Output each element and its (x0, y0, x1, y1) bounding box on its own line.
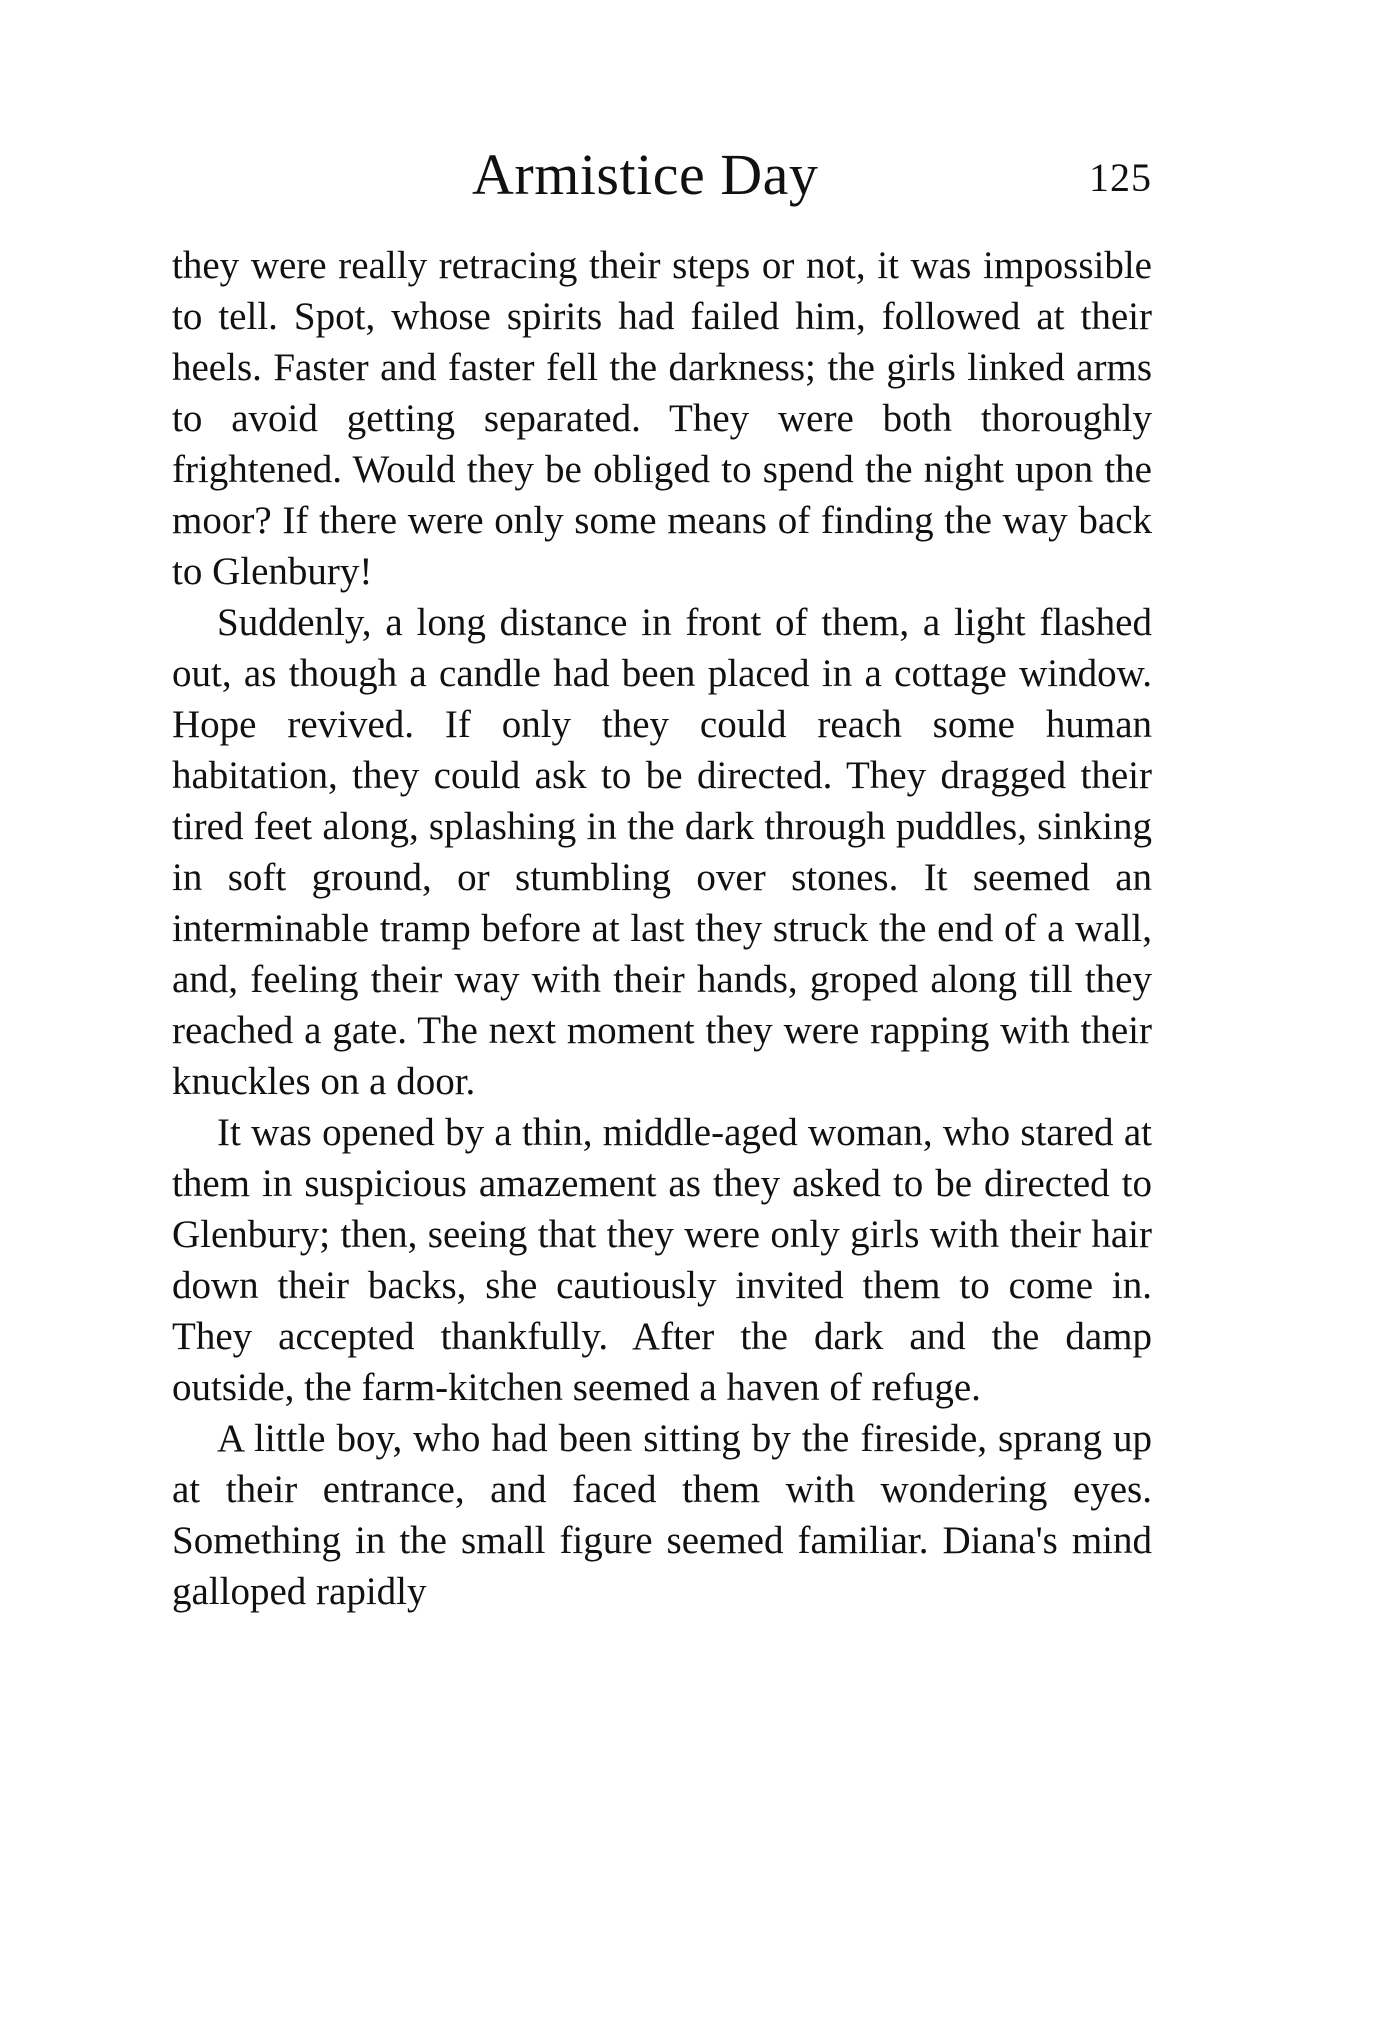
paragraph-little-boy: A little boy, who had been sitting by the fireside, sprang up at their entrance, and faced them with wondering eyes. Something in the small figure seemed familiar. Diana's mind galloped rapidly (172, 1417, 1152, 1613)
running-title: Armistice Day (472, 142, 819, 207)
page-number: 125 (1089, 155, 1152, 200)
paragraph-light-in-window: Suddenly, a long distance in front of them, a light flashed out, as though a candle had been placed in a cottage window. Hope revived. If only they could reach some human habitation, they could ask to be directed. They dragged their tired feet along, splashing in the dark through puddles, sinking in soft ground, or stumbling over stones. It seemed an interminable tramp before at last they struck the end of a wall, and, feeling their way with their hands, groped along till they reached a gate. The next moment they were rapping with their knuckles on a door. (172, 601, 1152, 1103)
body-text (172, 240, 1152, 1617)
running-head (172, 140, 1152, 210)
paragraph-woman-opens-door: It was opened by a thin, middle-aged woman, who stared at them in suspicious amazement as they asked to be directed to Glenbury; then, seeing that they were only girls with their hair down their backs, she cautiously invited them to come in. They accepted thankfully. After the dark and the damp outside, the farm-kitchen seemed a haven of refuge. (172, 1111, 1152, 1409)
paragraph-continued: they were really retracing their steps or not, it was impossible to tell. Spot, whose spirits had failed him, followed at their heels. Faster and faster fell the darkness; the girls linked arms to avoid getting separated. They were both thoroughly frightened. Would they be obliged to spend the night upon the moor? If there were only some means of finding the way back to Glenbury! (172, 244, 1152, 593)
